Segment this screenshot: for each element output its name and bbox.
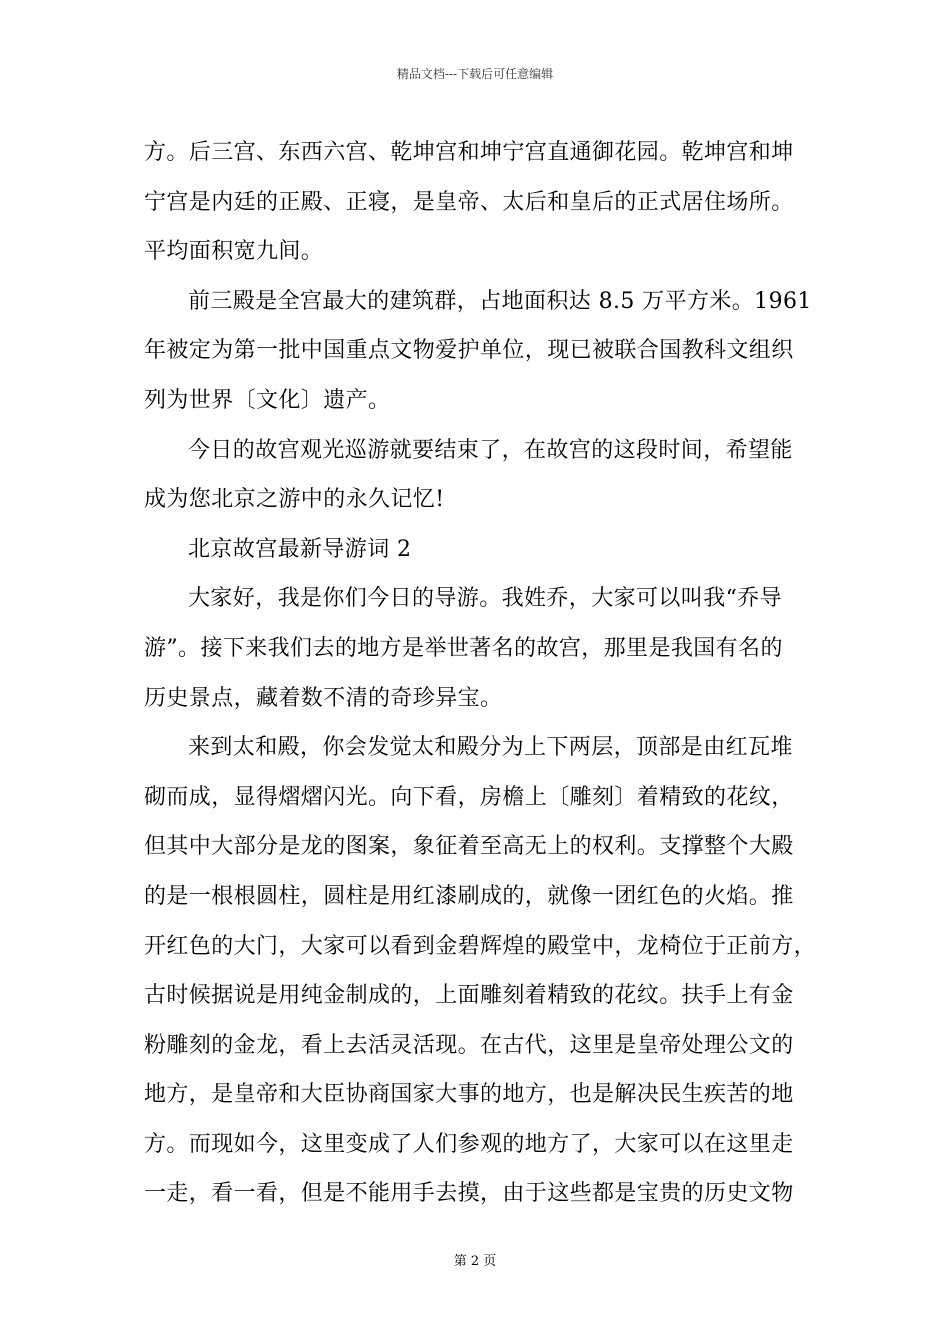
text-line: 宁宫是内廷的正殿、正寝，是皇帝、太后和皇后的正式居住场所。 bbox=[144, 189, 794, 215]
text-line: 方。后三宫、东西六宫、乾坤宫和坤宁宫直通御花园。乾坤宫和坤 bbox=[144, 140, 794, 165]
text-line: 一走，看一看，但是不能用手去摸，由于这些都是宝贵的历史文物 bbox=[144, 1181, 794, 1207]
text-line: 前三殿是全宫最大的建筑群，占地面积达 8.5 万平方米。1961 bbox=[188, 288, 812, 314]
text-line: 平均面积宽九间。 bbox=[144, 239, 324, 265]
text-line: 地方，是皇帝和大臣协商国家大事的地方，也是解决民生疾苦的地 bbox=[144, 1082, 794, 1108]
text-line: 的是一根根圆柱，圆柱是用红漆刷成的，就像一团红色的火焰。推 bbox=[144, 883, 794, 909]
text-line: 来到太和殿，你会发觉太和殿分为上下两层，顶部是由红瓦堆 bbox=[188, 735, 793, 761]
text-line: 历史景点，藏着数不清的奇珍异宝。 bbox=[144, 685, 503, 711]
text-line: 大家好，我是你们今日的导游。我姓乔，大家可以叫我“乔导 bbox=[188, 586, 783, 612]
section-heading: 北京故宫最新导游词 2 bbox=[188, 536, 412, 562]
text-line: 砌而成，显得熠熠闪光。向下看，房檐上〔雕刻〕着精致的花纹， bbox=[144, 784, 794, 810]
text-line: 古时候据说是用纯金制成的，上面雕刻着精致的花纹。扶手上有金 bbox=[144, 983, 794, 1009]
document-body bbox=[144, 128, 820, 1219]
text-line: 今日的故宫观光巡游就要结束了，在故宫的这段时间，希望能 bbox=[188, 437, 793, 463]
text-line: 列为世界〔文化〕遗产。 bbox=[144, 387, 391, 413]
text-line: 方。而现如今，这里变成了人们参观的地方了，大家可以在这里走 bbox=[144, 1131, 794, 1157]
page-number: 第 2 页 bbox=[453, 1254, 497, 1269]
page-header: 精品文档---下载后可任意编辑 bbox=[396, 67, 554, 81]
text-line: 成为您北京之游中的永久记忆! bbox=[144, 487, 445, 513]
text-line: 粉雕刻的金龙，看上去活灵活现。在古代，这里是皇帝处理公文的 bbox=[144, 1032, 794, 1058]
text-line: 游”。接下来我们去的地方是举世著名的故宫，那里是我国有名的 bbox=[144, 635, 783, 661]
text-line: 年被定为第一批中国重点文物爱护单位，现已被联合国教科文组织 bbox=[144, 338, 794, 364]
text-line: 开红色的大门，大家可以看到金碧辉煌的殿堂中，龙椅位于正前方， bbox=[144, 933, 817, 959]
text-line: 但其中大部分是龙的图案，象征着至高无上的权利。支撑整个大殿 bbox=[144, 834, 794, 860]
